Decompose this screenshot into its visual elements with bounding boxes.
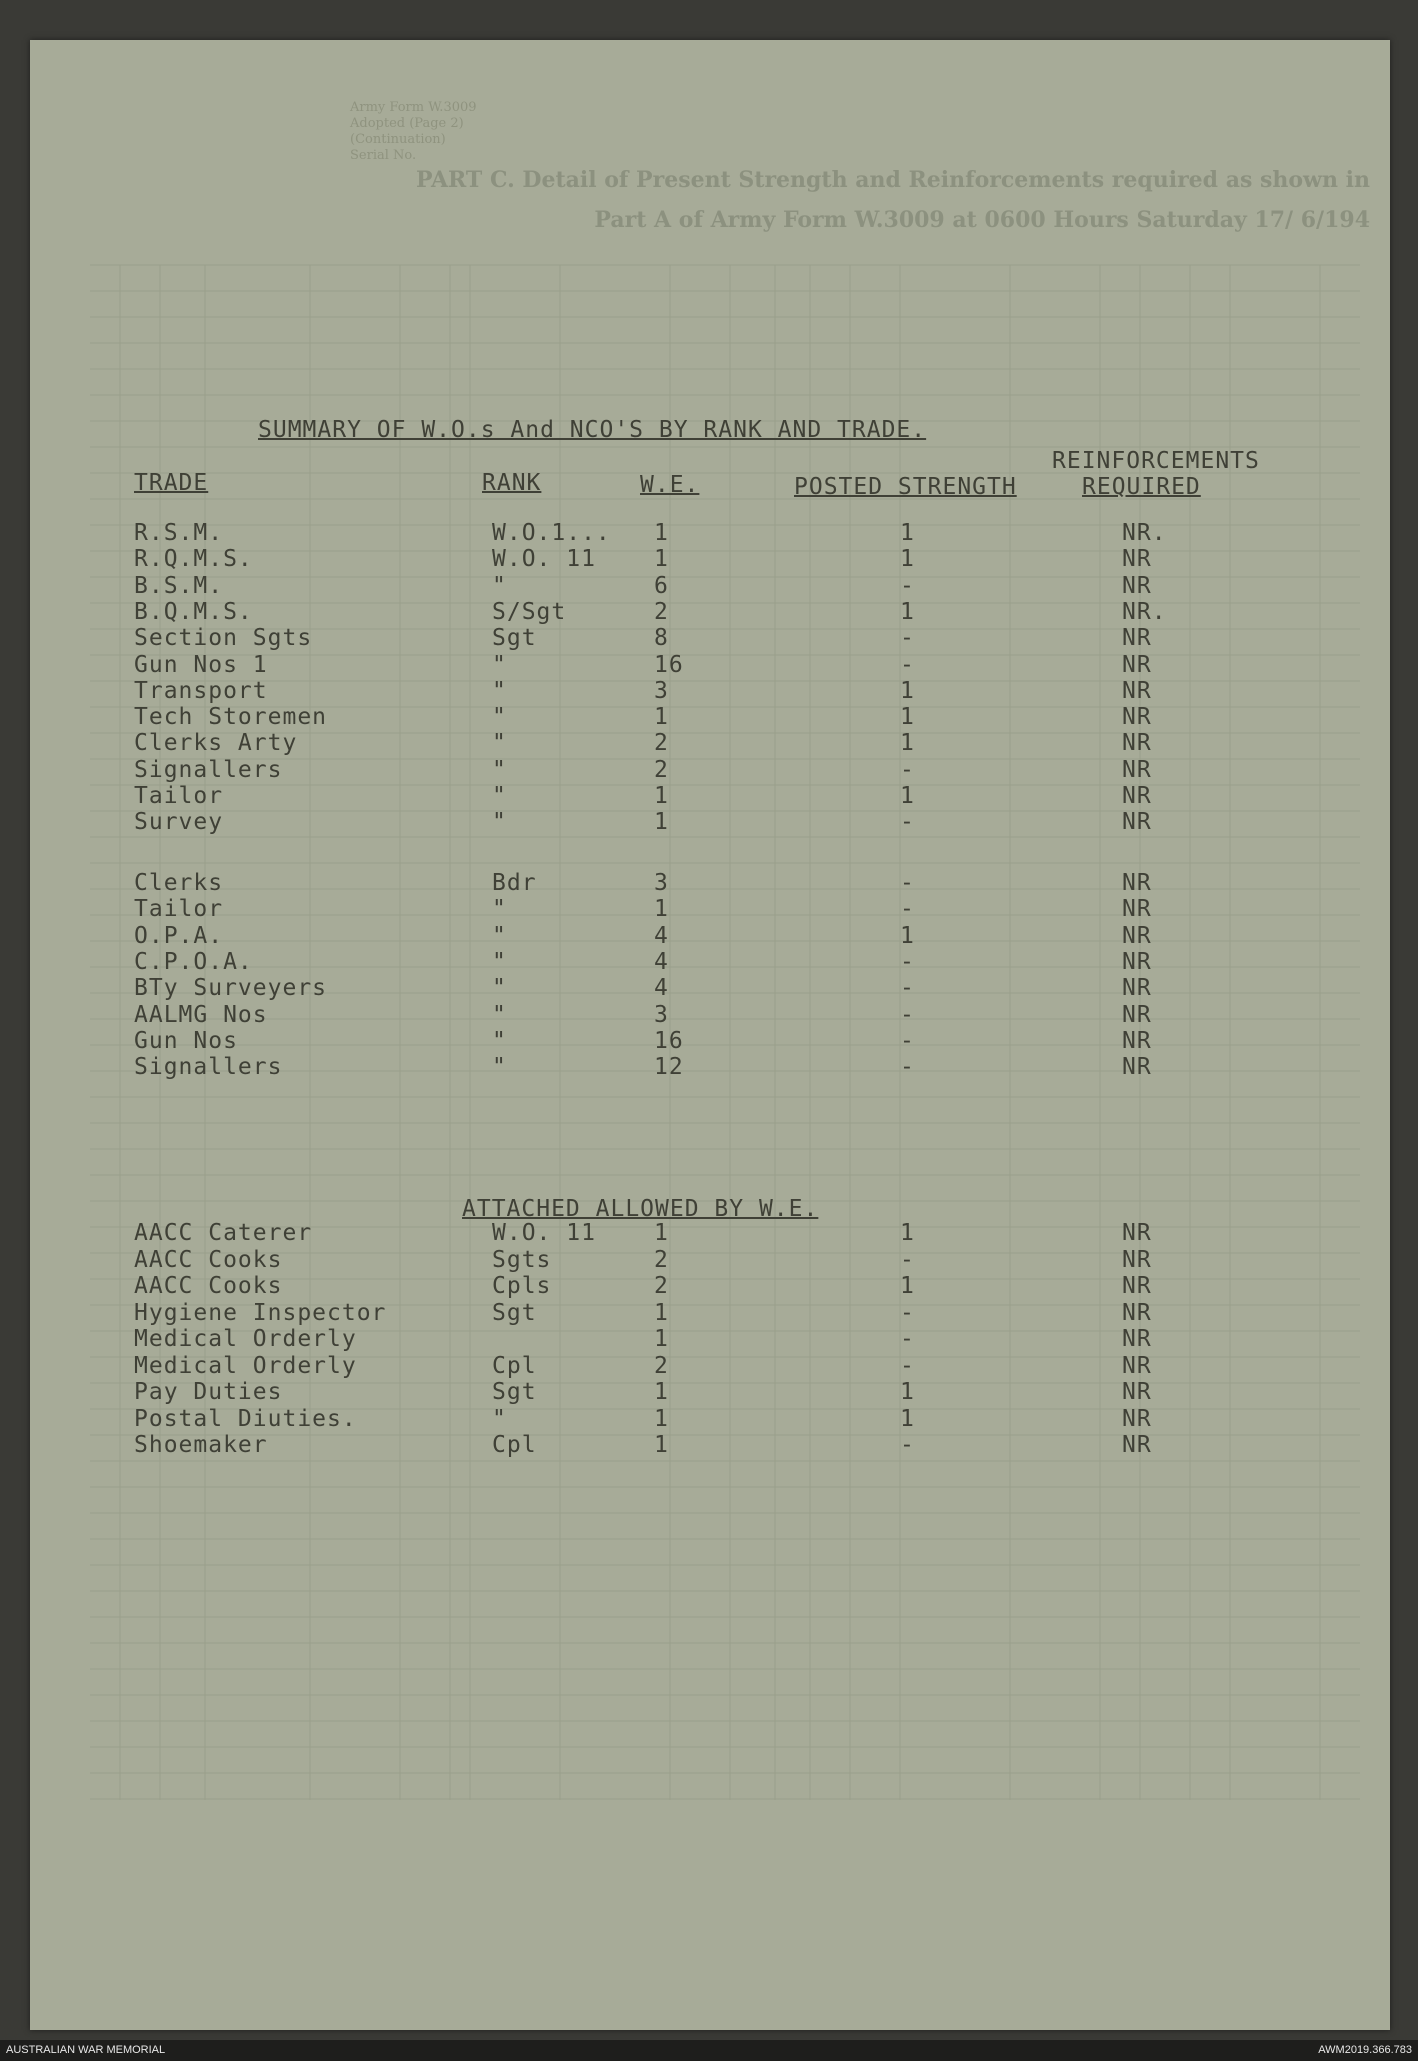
- cell-req: NR: [1122, 809, 1152, 836]
- cell-req: NR: [1122, 870, 1152, 896]
- cell-we: 16: [654, 651, 684, 678]
- footer-right: AWM2019.366.783: [1318, 2044, 1412, 2056]
- cell-trade: Hygiene Inspector: [134, 1299, 387, 1326]
- cell-posted: -: [900, 1246, 915, 1273]
- cell-posted: -: [900, 948, 915, 975]
- cell-rank: ": [492, 896, 507, 923]
- cell-req: NR: [1122, 730, 1152, 757]
- header-rank: RANK: [482, 470, 542, 496]
- cell-rank: ": [492, 572, 507, 599]
- cell-posted: -: [900, 975, 915, 1002]
- cell-posted: -: [900, 1054, 915, 1081]
- cell-req: NR: [1122, 1326, 1152, 1352]
- cell-posted: -: [900, 572, 915, 599]
- cell-rank: ": [492, 677, 507, 704]
- cell-trade: Tailor: [134, 896, 224, 923]
- cell-rank: Cpls: [492, 1273, 552, 1299]
- header-we: W.E.: [640, 472, 700, 498]
- cell-we: 3: [654, 677, 669, 704]
- cell-rank: Sgts: [492, 1246, 552, 1273]
- cell-posted: 1: [900, 1379, 915, 1405]
- cell-req: NR: [1122, 1001, 1152, 1028]
- cell-rank: W.O.1...: [492, 520, 611, 546]
- cell-trade: O.P.A.: [134, 922, 224, 949]
- cell-rank: Bdr: [492, 870, 537, 896]
- cell-trade: B.Q.M.S.: [134, 598, 253, 625]
- cell-req: NR: [1122, 975, 1152, 1002]
- cell-we: 1: [654, 1379, 669, 1405]
- archive-footer: [0, 2040, 1418, 2061]
- cell-trade: Tech Storemen: [134, 704, 328, 731]
- cell-posted: 1: [900, 922, 915, 949]
- cell-posted: 1: [900, 730, 915, 757]
- cell-rank: ": [492, 1405, 507, 1432]
- cell-rank: ": [492, 809, 507, 836]
- ghost-form-line: Serial No.: [350, 148, 417, 163]
- cell-we: 1: [654, 704, 669, 731]
- ghost-form-line: (Continuation): [350, 132, 446, 147]
- cell-trade: R.S.M.: [134, 520, 224, 546]
- cell-we: 1: [654, 1326, 669, 1352]
- cell-req: NR.: [1122, 598, 1167, 625]
- cell-posted: 1: [900, 520, 915, 546]
- cell-rank: ": [492, 1001, 507, 1028]
- summary-title: SUMMARY OF W.O.s And NCO'S BY RANK AND TRADE.: [258, 417, 927, 443]
- document-page: [30, 40, 1390, 2030]
- header-trade: TRADE: [134, 470, 209, 496]
- cell-req: NR: [1122, 783, 1152, 809]
- cell-rank: W.O. 11: [492, 546, 596, 573]
- cell-trade: AACC Cooks: [134, 1273, 283, 1299]
- ghost-header-line: PART C. Detail of Present Strength and Reinforcements required as shown in: [416, 167, 1370, 193]
- cell-rank: S/Sgt: [492, 598, 567, 625]
- cell-req: NR: [1122, 922, 1152, 949]
- cell-rank: ": [492, 704, 507, 731]
- cell-trade: AALMG Nos: [134, 1001, 268, 1028]
- cell-req: NR: [1122, 896, 1152, 923]
- cell-we: 2: [654, 1246, 669, 1273]
- ghost-header-line: Part A of Army Form W.3009 at 0600 Hours Saturday 17/ 6/194: [594, 207, 1370, 233]
- cell-posted: -: [900, 1001, 915, 1028]
- cell-we: 16: [654, 1027, 684, 1054]
- cell-posted: 1: [900, 1405, 915, 1432]
- cell-req: NR: [1122, 1379, 1152, 1405]
- cell-posted: -: [900, 870, 915, 896]
- cell-trade: Clerks Arty: [134, 730, 298, 757]
- cell-we: 2: [654, 1273, 669, 1299]
- cell-trade: BTy Surveyers: [134, 975, 328, 1002]
- cell-req: NR: [1122, 1273, 1152, 1299]
- cell-posted: -: [900, 756, 915, 783]
- cell-posted: -: [900, 1326, 915, 1352]
- cell-rank: Sgt: [492, 625, 537, 652]
- cell-posted: 1: [900, 598, 915, 625]
- footer-left: AUSTRALIAN WAR MEMORIAL: [6, 2044, 166, 2056]
- cell-rank: ": [492, 1027, 507, 1054]
- cell-we: 8: [654, 625, 669, 652]
- cell-rank: ": [492, 975, 507, 1002]
- cell-we: 1: [654, 896, 669, 923]
- cell-trade: Transport: [134, 677, 268, 704]
- cell-trade: R.Q.M.S.: [134, 546, 253, 573]
- cell-req: NR: [1122, 546, 1152, 573]
- cell-req: NR: [1122, 704, 1152, 731]
- cell-posted: 1: [900, 677, 915, 704]
- cell-req: NR: [1122, 1432, 1152, 1458]
- cell-req: NR: [1122, 948, 1152, 975]
- ghost-form-number: [350, 100, 477, 164]
- header-required: REQUIRED: [1082, 474, 1201, 500]
- cell-trade: Tailor: [134, 783, 224, 809]
- cell-req: NR: [1122, 1054, 1152, 1081]
- cell-posted: -: [900, 809, 915, 836]
- cell-rank: ": [492, 783, 507, 809]
- cell-rank: Cpl: [492, 1352, 537, 1379]
- cell-posted: -: [900, 1299, 915, 1326]
- cell-we: 1: [654, 1299, 669, 1326]
- cell-rank: Sgt: [492, 1379, 537, 1405]
- cell-posted: 1: [900, 1220, 915, 1246]
- cell-req: NR: [1122, 1220, 1152, 1246]
- cell-we: 12: [654, 1054, 684, 1081]
- cell-trade: Postal Diuties.: [134, 1405, 357, 1432]
- cell-rank: ": [492, 730, 507, 757]
- cell-we: 1: [654, 546, 669, 573]
- header-posted-strength: POSTED STRENGTH: [794, 474, 1017, 500]
- cell-rank: Cpl: [492, 1432, 537, 1458]
- cell-trade: Section Sgts: [134, 625, 313, 652]
- cell-we: 1: [654, 1220, 669, 1246]
- cell-req: NR: [1122, 1405, 1152, 1432]
- cell-we: 1: [654, 1405, 669, 1432]
- cell-req: NR: [1122, 677, 1152, 704]
- cell-posted: -: [900, 625, 915, 652]
- cell-trade: B.S.M.: [134, 572, 224, 599]
- cell-rank: ": [492, 756, 507, 783]
- header-reinforcements: REINFORCEMENTS: [1052, 448, 1260, 474]
- cell-req: NR: [1122, 572, 1152, 599]
- cell-posted: -: [900, 1432, 915, 1458]
- cell-req: NR: [1122, 651, 1152, 678]
- ghost-form-line: Army Form W.3009: [350, 100, 477, 115]
- cell-we: 4: [654, 948, 669, 975]
- cell-posted: -: [900, 1352, 915, 1379]
- cell-posted: 1: [900, 1273, 915, 1299]
- cell-trade: Signallers: [134, 1054, 283, 1081]
- attached-title: ATTACHED ALLOWED BY W.E.: [462, 1196, 819, 1222]
- cell-we: 2: [654, 1352, 669, 1379]
- cell-we: 2: [654, 598, 669, 625]
- cell-trade: AACC Cooks: [134, 1246, 283, 1273]
- ghost-form-line: Adopted (Page 2): [350, 116, 464, 131]
- cell-req: NR: [1122, 1027, 1152, 1054]
- cell-we: 1: [654, 520, 669, 546]
- cell-trade: Gun Nos 1: [134, 651, 268, 678]
- cell-req: NR: [1122, 756, 1152, 783]
- cell-we: 4: [654, 922, 669, 949]
- cell-rank: ": [492, 1054, 507, 1081]
- cell-we: 2: [654, 756, 669, 783]
- cell-we: 4: [654, 975, 669, 1002]
- cell-trade: Pay Duties: [134, 1379, 283, 1405]
- cell-trade: Shoemaker: [134, 1432, 268, 1458]
- cell-rank: ": [492, 948, 507, 975]
- cell-we: 2: [654, 730, 669, 757]
- cell-trade: Gun Nos: [134, 1027, 238, 1054]
- cell-we: 3: [654, 1001, 669, 1028]
- cell-we: 3: [654, 870, 669, 896]
- cell-req: NR: [1122, 1299, 1152, 1326]
- ghost-part-c-header: [270, 160, 1370, 240]
- cell-req: NR: [1122, 1246, 1152, 1273]
- cell-posted: -: [900, 651, 915, 678]
- cell-trade: Survey: [134, 809, 224, 836]
- cell-we: 1: [654, 783, 669, 809]
- cell-rank: Sgt: [492, 1299, 537, 1326]
- cell-req: NR.: [1122, 520, 1167, 546]
- cell-req: NR: [1122, 625, 1152, 652]
- cell-posted: 1: [900, 704, 915, 731]
- cell-posted: -: [900, 896, 915, 923]
- cell-trade: AACC Caterer: [134, 1220, 313, 1246]
- cell-posted: 1: [900, 783, 915, 809]
- cell-trade: Signallers: [134, 756, 283, 783]
- cell-we: 1: [654, 809, 669, 836]
- cell-trade: Medical Orderly: [134, 1326, 357, 1352]
- cell-trade: C.P.O.A.: [134, 948, 253, 975]
- cell-we: 6: [654, 572, 669, 599]
- cell-rank: ": [492, 651, 507, 678]
- cell-we: 1: [654, 1432, 669, 1458]
- cell-req: NR: [1122, 1352, 1152, 1379]
- cell-posted: -: [900, 1027, 915, 1054]
- cell-trade: Clerks: [134, 870, 224, 896]
- cell-posted: 1: [900, 546, 915, 573]
- cell-rank: ": [492, 922, 507, 949]
- cell-trade: Medical Orderly: [134, 1352, 357, 1379]
- cell-rank: W.O. 11: [492, 1220, 596, 1246]
